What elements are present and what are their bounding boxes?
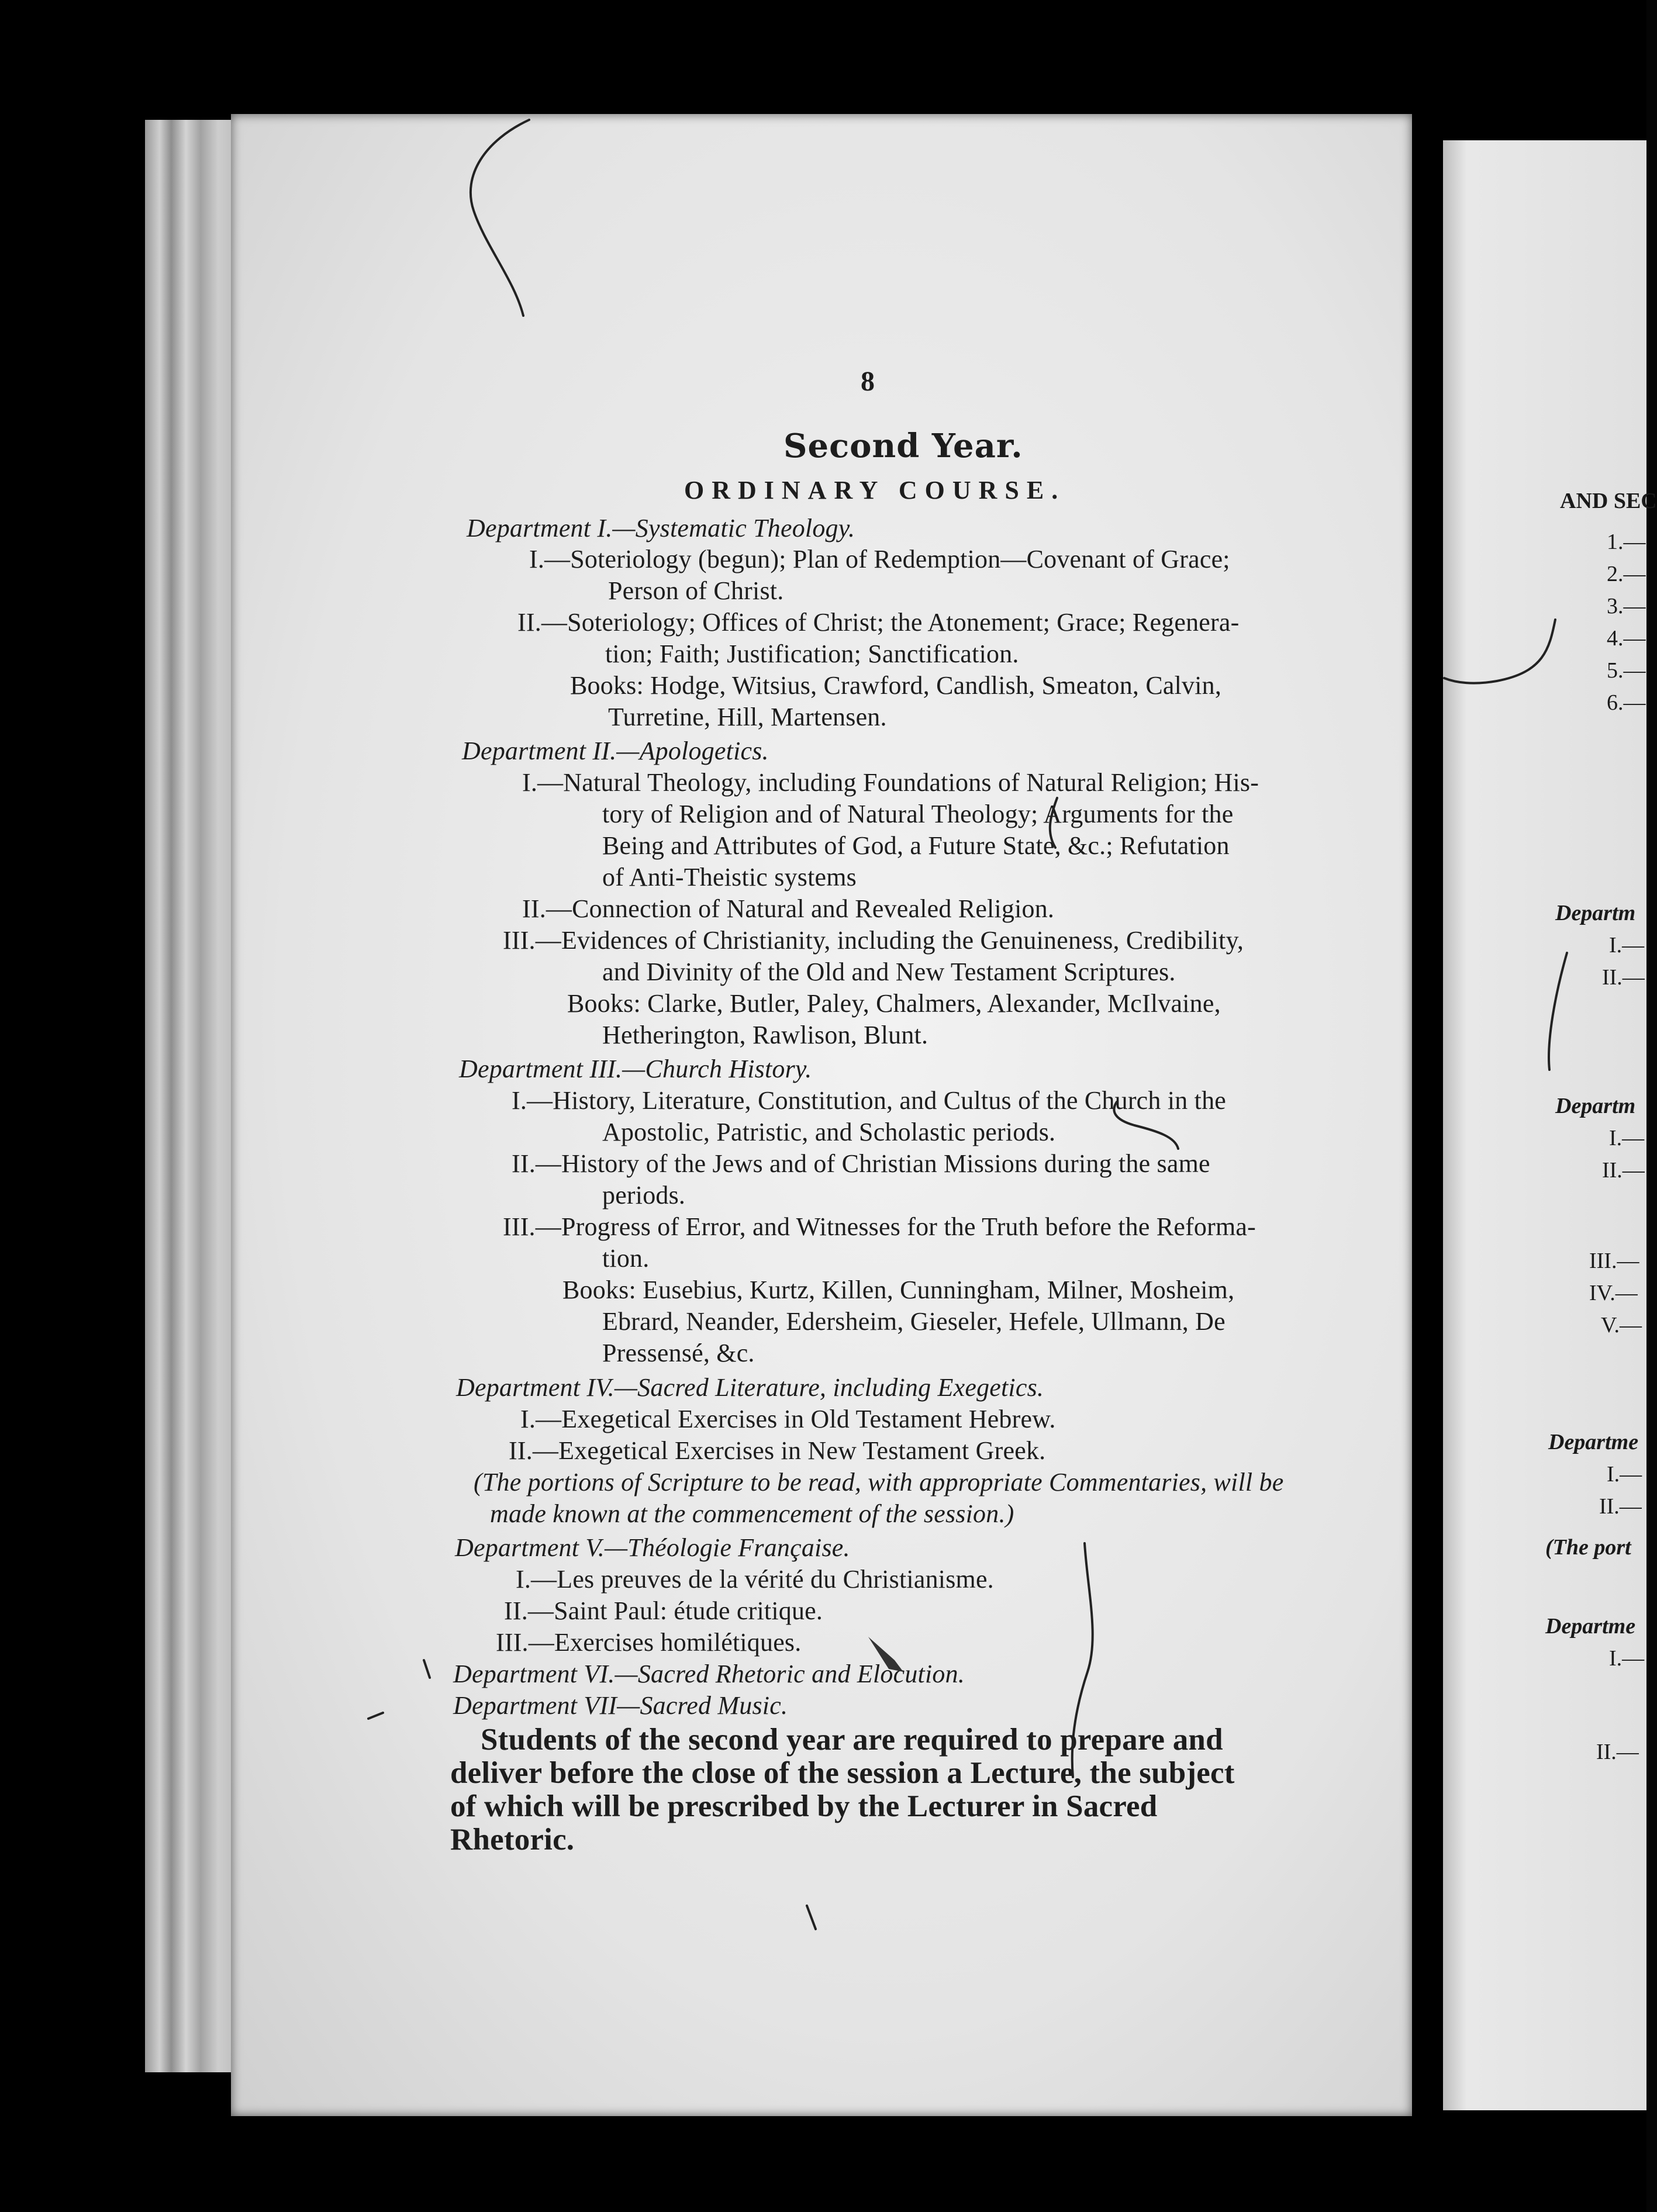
facing-page-fragment: II.— [1596, 1740, 1639, 1764]
syllabus-line: and Divinity of the Old and New Testament Scriptures. [602, 958, 1176, 986]
syllabus-line: I.—Les preuves de la vérité du Christianisme. [516, 1565, 994, 1594]
facing-page-fragment: (The port [1545, 1535, 1631, 1560]
closing-paragraph-line-1: Students of the second year are required to prepare and [481, 1723, 1223, 1757]
facing-page-fragment: I.— [1609, 1646, 1645, 1671]
facing-page-fragment: II.— [1602, 965, 1645, 990]
syllabus-line: I.—Soteriology (begun); Plan of Redemption—Covenant of Grace; [529, 545, 1230, 573]
syllabus-line: II.—Saint Paul: étude critique. [504, 1596, 823, 1625]
closing-paragraph-line-2: deliver before the close of the session a Lecture, the subject [450, 1756, 1235, 1790]
facing-page-fragment: Departm [1555, 901, 1636, 925]
facing-page-fragment: 6.— [1607, 690, 1646, 715]
syllabus-line: Person of Christ. [608, 576, 784, 605]
syllabus-line: Pressensé, &c. [602, 1339, 755, 1367]
department-heading-line: Department I.—Systematic Theology. [467, 514, 855, 542]
syllabus-line: tory of Religion and of Natural Theology; Arguments for the [602, 800, 1234, 828]
department-heading-line: Department III.—Church History. [459, 1055, 812, 1083]
syllabus-line: II.—History of the Jews and of Christian Missions during the same [512, 1149, 1210, 1178]
syllabus-line: of Anti-Theistic systems [602, 863, 857, 891]
syllabus-line: Turretine, Hill, Martensen. [608, 703, 887, 731]
syllabus-line: II.—Soteriology; Offices of Christ; the Atonement; Grace; Regenera- [517, 608, 1240, 637]
syllabus-line: II.—Exegetical Exercises in New Testament Greek. [509, 1436, 1046, 1465]
syllabus-line: tion; Faith; Justification; Sanctification. [605, 640, 1019, 668]
facing-page-header: AND SEC [1560, 489, 1657, 513]
department-heading-line: Department VI.—Sacred Rhetoric and Elocution. [453, 1660, 965, 1688]
department-heading-line: Department IV.—Sacred Literature, including Exegetics. [456, 1373, 1044, 1402]
facing-page-fragment: 5.— [1607, 658, 1646, 683]
syllabus-line: Hetherington, Rawlison, Blunt. [602, 1021, 928, 1049]
facing-page-fragment: 3.— [1607, 594, 1646, 618]
syllabus-line: I.—History, Literature, Constitution, and Cultus of the Church in the [512, 1086, 1226, 1115]
department-heading-line: Department II.—Apologetics. [462, 737, 769, 765]
facing-page-fragment: I.— [1609, 933, 1645, 958]
facing-page-fragment: V.— [1601, 1313, 1642, 1337]
syllabus-line: Books: Clarke, Butler, Paley, Chalmers, Alexander, McIlvaine, [567, 989, 1221, 1018]
facing-page-fragment: I.— [1607, 1462, 1642, 1487]
syllabus-line: I.—Natural Theology, including Foundations of Natural Religion; His- [522, 768, 1259, 797]
syllabus-line: tion. [602, 1244, 650, 1273]
syllabus-line: III.—Progress of Error, and Witnesses for the Truth before the Reforma- [503, 1212, 1256, 1241]
syllabus-line: Apostolic, Patristic, and Scholastic periods. [602, 1118, 1056, 1146]
facing-page-fragment: 4.— [1607, 626, 1646, 651]
year-heading: Second Year. [783, 427, 1023, 465]
page-number: 8 [861, 366, 875, 397]
facing-page-fragment: Departm [1555, 1094, 1636, 1118]
syllabus-line: I.—Exegetical Exercises in Old Testament Hebrew. [520, 1405, 1056, 1433]
facing-page-fragment: III.— [1589, 1249, 1639, 1273]
department-heading-line: made known at the commencement of the session.) [490, 1499, 1014, 1528]
facing-page-fragment: 1.— [1607, 530, 1646, 554]
closing-paragraph-line-4: Rhetoric. [450, 1823, 575, 1857]
syllabus-line: Being and Attributes of God, a Future State, &c.; Refutation [602, 831, 1230, 860]
syllabus-line: III.—Evidences of Christianity, including the Genuineness, Credibility, [503, 926, 1244, 955]
facing-page-fragment: Departme [1548, 1430, 1639, 1454]
facing-page-fragment: IV.— [1589, 1281, 1638, 1305]
syllabus-line: II.—Connection of Natural and Revealed Religion. [522, 894, 1055, 923]
facing-page-fragment: 2.— [1607, 562, 1646, 586]
syllabus-line: Books: Hodge, Witsius, Crawford, Candlish, Smeaton, Calvin, [570, 671, 1222, 700]
department-heading-line: Department VII—Sacred Music. [453, 1691, 788, 1720]
facing-page-fragment: I.— [1609, 1126, 1645, 1150]
closing-paragraph-line-3: of which will be prescribed by the Lecturer in Sacred [450, 1789, 1158, 1823]
facing-page-fragment: II.— [1602, 1158, 1645, 1183]
department-heading-line: Department V.—Théologie Française. [455, 1533, 850, 1562]
syllabus-line: Ebrard, Neander, Edersheim, Gieseler, Hefele, Ullmann, De [602, 1307, 1226, 1336]
facing-page-fragment: II.— [1599, 1494, 1642, 1519]
syllabus-line: Books: Eusebius, Kurtz, Killen, Cunningham, Milner, Mosheim, [562, 1276, 1235, 1304]
syllabus-line: III.—Exercises homilétiques. [496, 1628, 802, 1657]
department-heading-line: (The portions of Scripture to be read, with appropriate Commentaries, will be [474, 1468, 1284, 1496]
syllabus-line: periods. [602, 1181, 686, 1209]
facing-page-fragment: Departme [1545, 1614, 1636, 1639]
course-heading: ORDINARY COURSE. [684, 476, 1066, 504]
